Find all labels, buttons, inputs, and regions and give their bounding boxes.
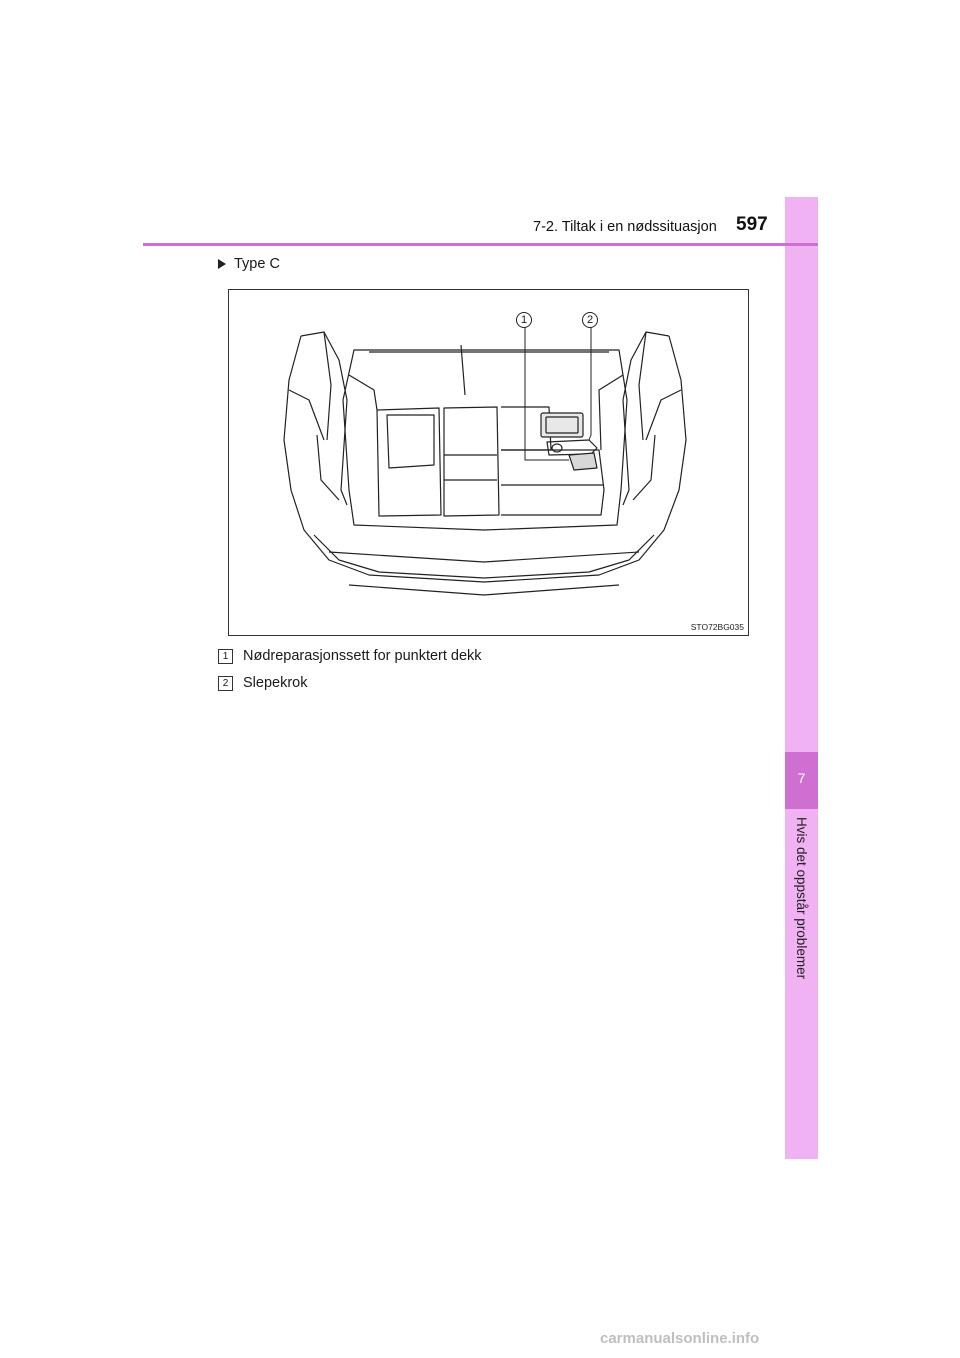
callout-1: 1 <box>516 312 532 328</box>
page-number: 597 <box>736 214 768 235</box>
chapter-title: Hvis det oppstår problemer <box>794 817 809 980</box>
type-label: Type C <box>234 256 280 272</box>
chapter-number-block <box>785 752 818 809</box>
legend-item-2 <box>218 675 307 691</box>
trunk-illustration <box>228 289 749 636</box>
car-trunk-drawing <box>229 290 748 635</box>
chapter-title-vertical <box>785 817 818 1077</box>
watermark: carmanualsonline.info <box>600 1330 760 1347</box>
type-heading <box>218 256 280 272</box>
figure-code: STO72BG035 <box>690 622 744 632</box>
legend-number: 2 <box>218 676 233 691</box>
chapter-side-tab <box>785 197 818 1159</box>
header-rule <box>143 243 818 246</box>
legend-text: Nødreparasjonssett for punktert dekk <box>243 648 482 664</box>
legend-item-1 <box>218 648 482 664</box>
legend-number: 1 <box>218 649 233 664</box>
callout-2: 2 <box>582 312 598 328</box>
chapter-number: 7 <box>797 770 806 786</box>
triangle-bullet-icon <box>218 259 226 269</box>
legend-text: Slepekrok <box>243 675 308 691</box>
section-title: 7-2. Tiltak i en nødssituasjon <box>533 219 717 235</box>
